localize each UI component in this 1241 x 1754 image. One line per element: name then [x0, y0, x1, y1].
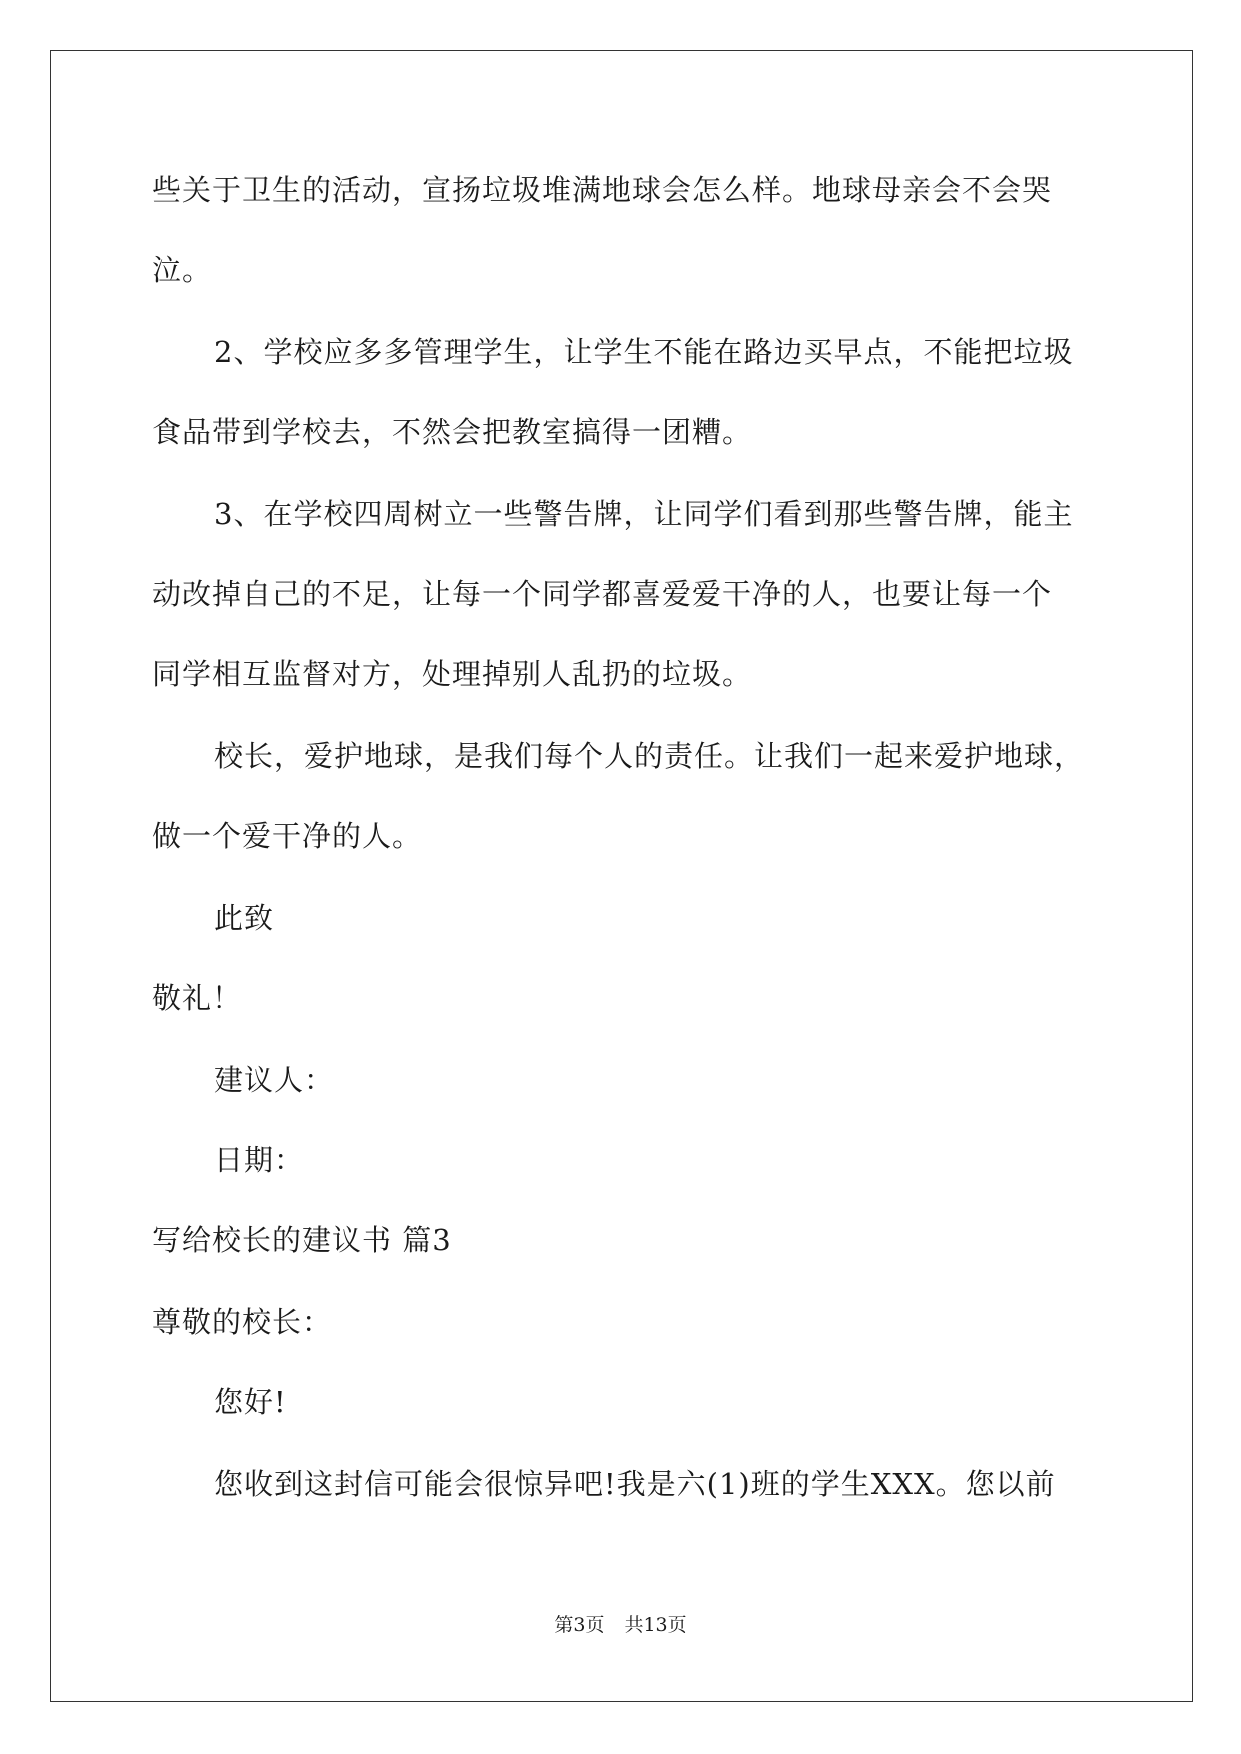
body-line-2: 泣。 — [152, 253, 213, 287]
body-line-7: 同学相互监督对方，处理掉别人乱扔的垃圾。 — [152, 657, 753, 691]
body-line-last: 您收到这封信可能会很惊异吧!我是六(1)班的学生XXX。您以前 — [214, 1467, 1056, 1501]
body-line-9: 做一个爱干净的人。 — [152, 819, 423, 853]
body-line-8: 校长，爱护地球，是我们每个人的责任。让我们一起来爱护地球， — [214, 739, 1085, 773]
proposer-label: 建议人： — [214, 1063, 335, 1097]
total-pages: 共13页 — [624, 1614, 687, 1636]
page-border — [50, 50, 1193, 1702]
page-number: 第3页 — [554, 1614, 605, 1636]
body-line-6: 动改掉自己的不足，让每一个同学都喜爱爱干净的人，也要让每一个 — [152, 577, 1053, 611]
section-title: 写给校长的建议书 篇3 — [152, 1223, 452, 1257]
body-line-5: 3、在学校四周树立一些警告牌，让同学们看到那些警告牌，能主 — [214, 497, 1074, 531]
letter-hello: 您好! — [214, 1385, 287, 1419]
body-line-3: 2、学校应多多管理学生，让学生不能在路边买早点，不能把垃圾 — [214, 335, 1074, 369]
body-line-1: 些关于卫生的活动，宣扬垃圾堆满地球会怎么样。地球母亲会不会哭 — [152, 173, 1053, 207]
body-line-4: 食品带到学校去，不然会把教室搞得一团糟。 — [152, 415, 753, 449]
letter-greeting: 尊敬的校长： — [152, 1305, 333, 1339]
closing-regards: 敬礼！ — [152, 981, 243, 1015]
closing-salutation: 此致 — [214, 901, 275, 935]
page-footer — [0, 1612, 1241, 1638]
date-label: 日期： — [214, 1143, 305, 1177]
